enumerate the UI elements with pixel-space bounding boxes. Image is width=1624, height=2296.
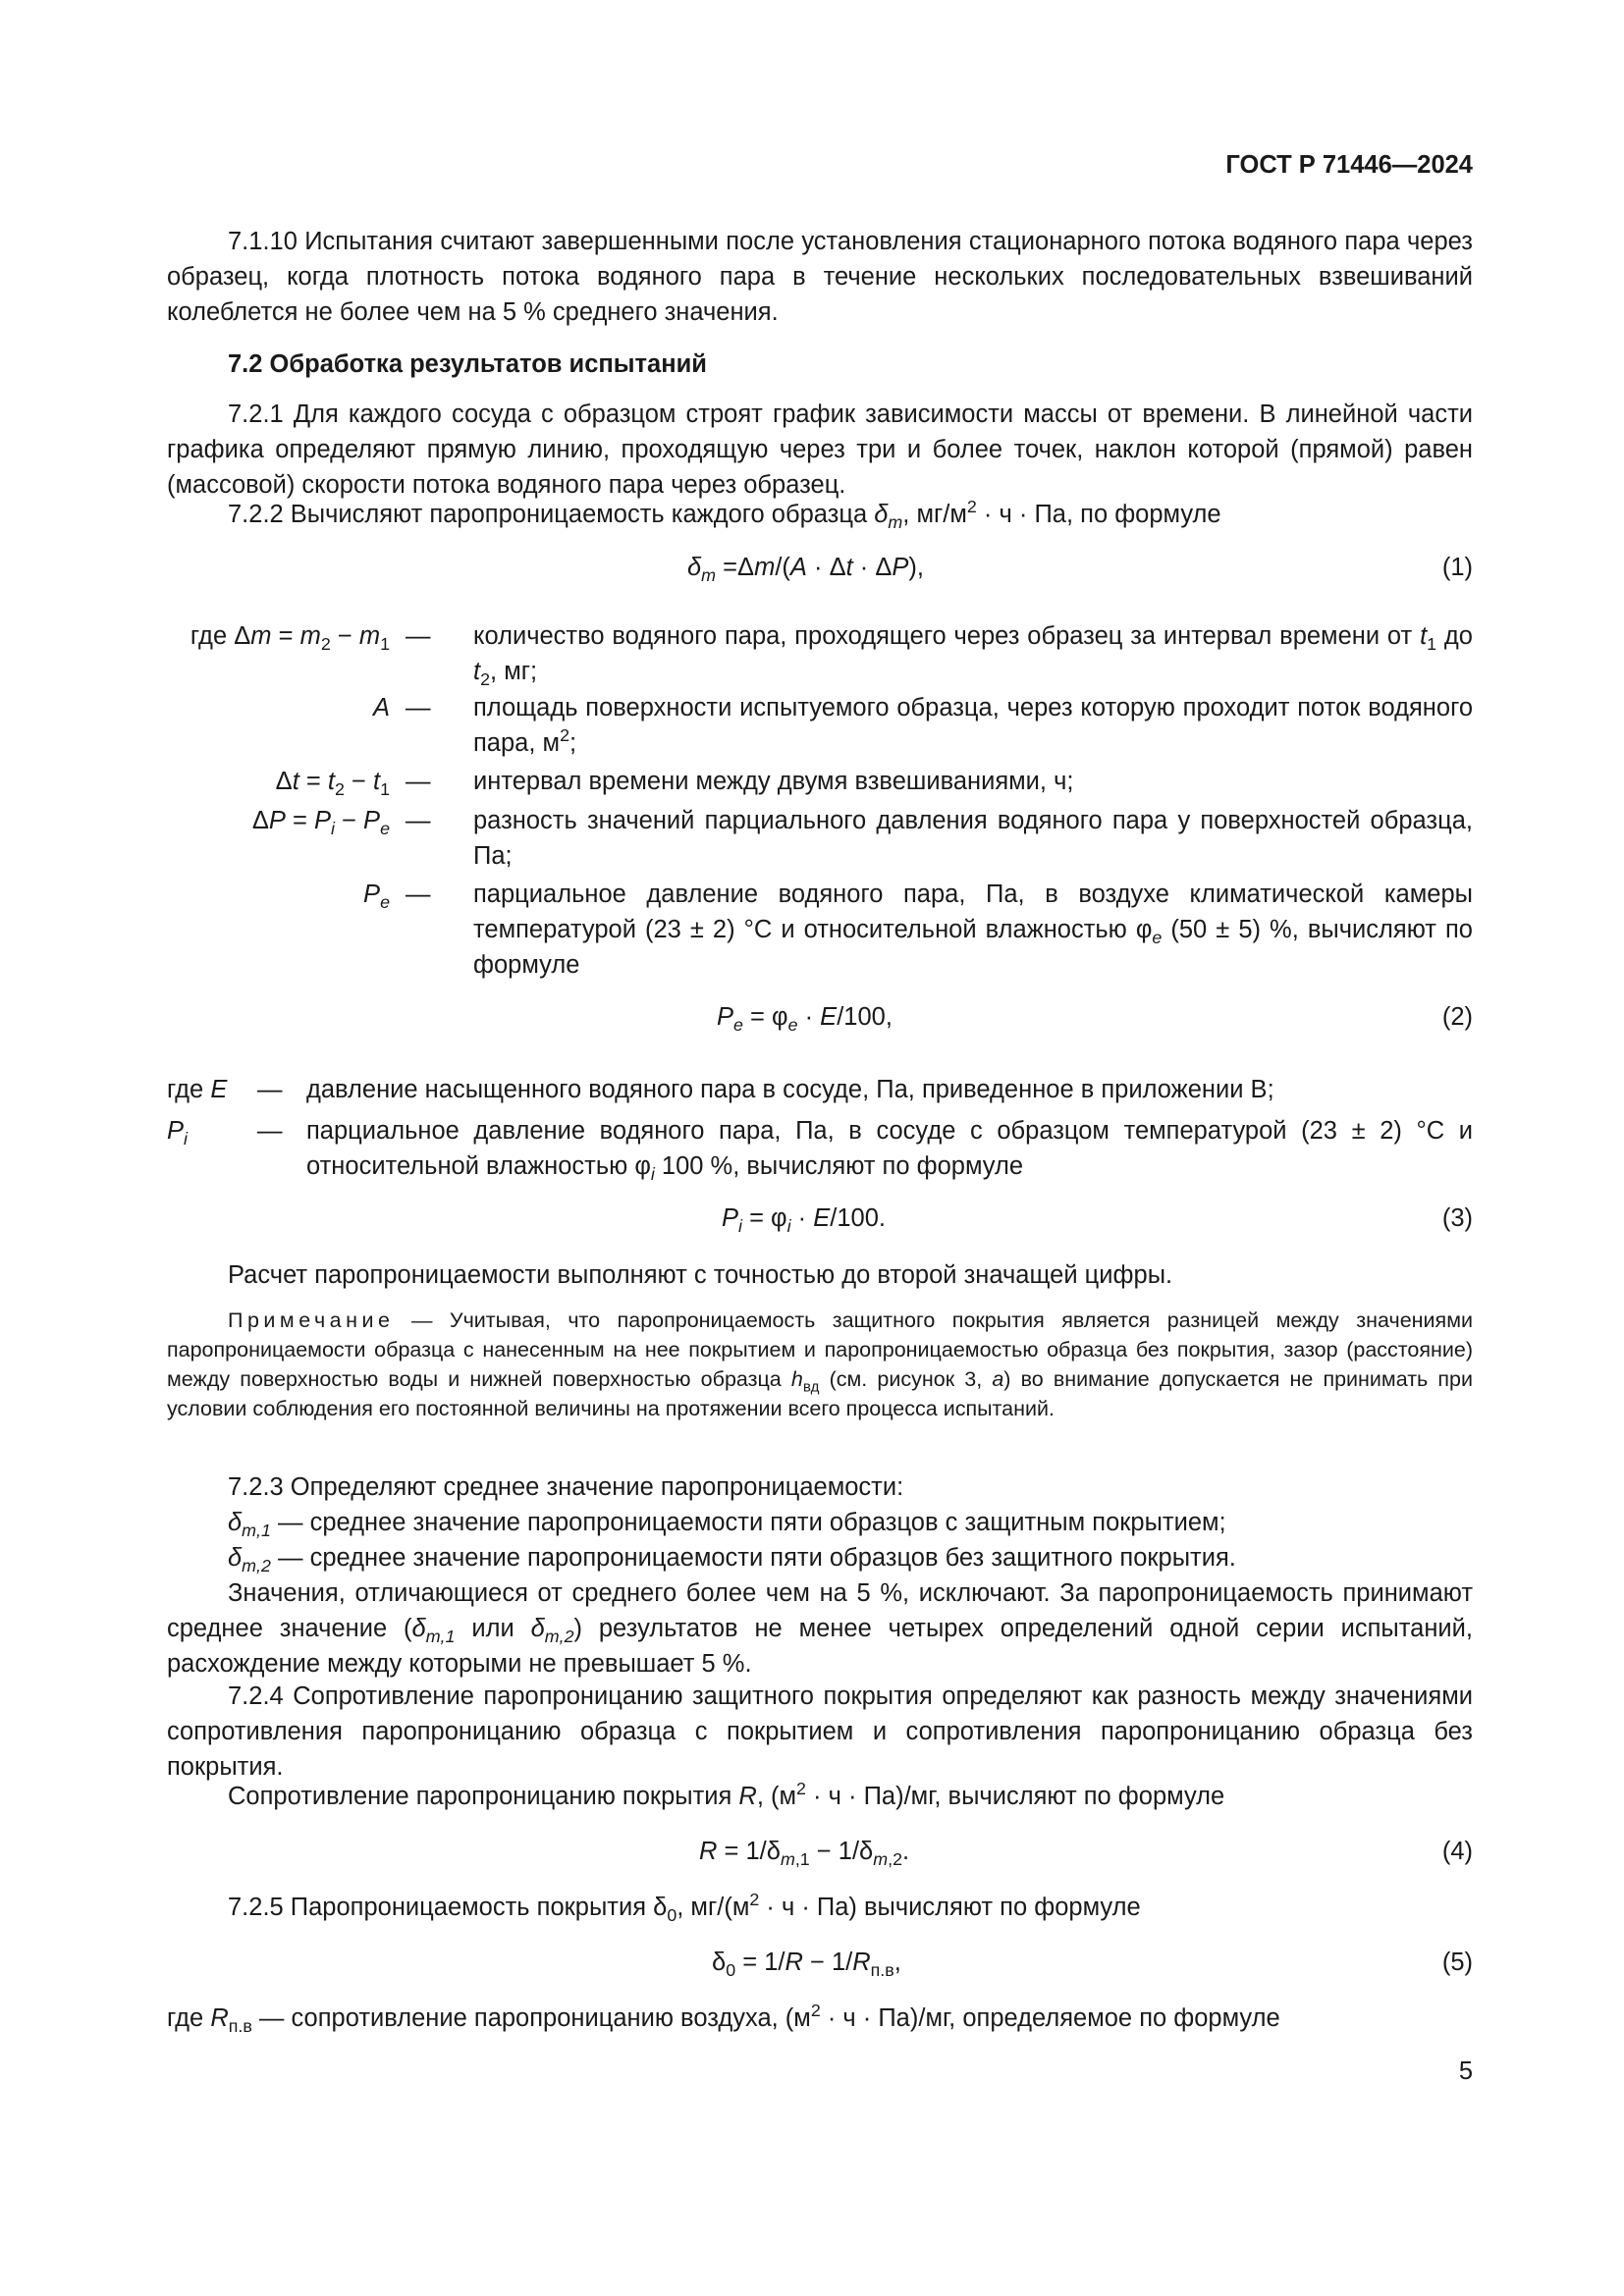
definition-symbol: $P_i$ [167, 1117, 188, 1149]
definition-text: интервал времени между двумя взвешиваниями, ч; [473, 768, 1074, 795]
definition-row-delta-t: $\Delta t = t_2 - t_1$ — интервал времени между двумя взвешиваниями, ч; [167, 764, 1473, 799]
formula-3 [167, 1201, 1473, 1236]
paragraph-accuracy: Расчет паропроницаемости выполняют с точностью до второй значащей цифры. [228, 1261, 1173, 1289]
formula-2 [167, 999, 1473, 1035]
paragraph-values: Значения, отличающиеся от среднего более чем на 5 %, исключают. За паропроницаемость принимают среднее значение ($\delta_{m,1}$ или $\delta_{m,2}$) результатов не менее четырех определений одной серии испытаний, расхождение между которыми не превышает 5 %. [167, 1579, 1473, 1678]
paragraph-7-2-5: 7.2.5 Паропроницаемость покрытия $\delta_0$, $мг/(м^2 \cdot ч \cdot Па)$ вычисляют по формуле [228, 1890, 1141, 1926]
section-title-7-2: 7.2 Обработка результатов испытаний [228, 350, 707, 378]
definition-symbol: A [372, 694, 390, 721]
document-header: ГОСТ Р 71446—2024 [1225, 151, 1473, 179]
definition-row-pe: $P_e$ — парциальное давление водяного пара, Па, в воздухе климатической камеры температурой (23 ± 2) °С и относительной влажностью $\varphi_e$ (50 ± 5) %, вычисляют по формуле [167, 877, 1473, 983]
note-label: Примечание [228, 1308, 395, 1332]
paragraph-7-2-3: 7.2.3 Определяют среднее значение паропроницаемости: [228, 1473, 904, 1501]
definition-row-delta-p: $\Delta P = P_i - P_e$ — разность значений парциального давления водяного пара у поверхностей образца, Па; [167, 803, 1473, 874]
page-number: 5 [1458, 2057, 1473, 2085]
delta-m2-definition: $\delta_{m,2}$ — среднее значение паропроницаемости пяти образцов без защитного покрытия. [228, 1544, 1236, 1576]
definition-row-e: где E — давление насыщенного водяного пара в сосуде, Па, приведенное в приложении В; [167, 1072, 1473, 1107]
delta-m1-definition: $\delta_{m,1}$ — среднее значение паропроницаемости пяти образцов с защитным покрытием; [228, 1509, 1226, 1541]
paragraph-air-resistance: где $R_{п.в}$ — сопротивление паропроницанию воздуха, $(м^2 \cdot ч \cdot Па)/мг$, определяемое по формуле [167, 2001, 1280, 2037]
definition-text: количество водяного пара, проходящего через образец за интервал времени от $t_1$ до $t_2$, мг; [473, 622, 1473, 690]
definition-text: давление насыщенного водяного пара в сосуде, Па, приведенное в приложении В; [306, 1076, 1274, 1103]
formula-3-expression: $P_i = \varphi_i \cdot E/100$. [722, 1204, 886, 1237]
paragraph-7-2-1: 7.2.1 Для каждого сосуда с образцом строят график зависимости массы от времени. В линейной части графика определяют прямую линию, проходящую через три и более точек, наклон которой (прямой) равен (массовой) скорости потока водяного пара через образец. [167, 400, 1473, 499]
definition-text: разность значений парциального давления водяного пара у поверхностей образца, Па; [473, 807, 1473, 870]
formula-1-number: (1) [1441, 554, 1473, 581]
paragraph-resistance: Сопротивление паропроницанию покрытия R, $(м^2 \cdot ч \cdot Па)/мг$, вычисляют по формуле [228, 1779, 1225, 1810]
definition-row-delta-m: где $\Delta m = m_2 - m_1$ — количество водяного пара, проходящего через образец за интервал времени от $t_1$ до $t_2$, мг; [167, 618, 1473, 689]
definition-symbol: где $\Delta m = m_2 - m_1$ [189, 622, 390, 655]
formula-2-number: (2) [1441, 1003, 1473, 1031]
paragraph-7-2-4: 7.2.4 Сопротивление паропроницанию защитного покрытия определяют как разность между значениями сопротивления паропроницанию образца с покрытием и сопротивления паропроницанию образца без покрытия. [167, 1682, 1473, 1781]
definition-row-pi: $P_i$ — парциальное давление водяного пара, Па, в сосуде с образцом температурой (23 ± 2) °С и относительной влажностью $\varphi_i$ 100 %, вычисляют по формуле [167, 1113, 1473, 1184]
formula-1-expression: $\delta_m =\Delta m/(A \cdot \Delta t \cdot \Delta P)$, [687, 554, 924, 586]
formula-2-expression: $P_e = \varphi_e \cdot E/100$, [717, 1003, 893, 1036]
definition-text: парциальное давление водяного пара, Па, в сосуде с образцом температурой (23 ± 2) °С и относительной влажностью $\varphi_i$ 100 %, вычисляют по формуле [306, 1117, 1473, 1185]
formula-5 [167, 1945, 1473, 1980]
paragraph-7-1-10: 7.1.10 Испытания считают завершенными после установления стационарного потока водяного пара через образец, когда плотность потока водяного пара в течение нескольких последовательных взвешиваний колеблется не более чем на 5 % среднего значения. [167, 228, 1473, 326]
formula-5-expression: $\delta_0 = 1/R - 1/R_{п.в}$, [712, 1949, 901, 1981]
definition-symbol: $P_e$ [363, 881, 390, 913]
definition-symbol: $\Delta t = t_2 - t_1$ [275, 768, 390, 800]
paragraph-7-2-2: 7.2.2 Вычисляют паропроницаемость каждого образца $\delta_m$, $мг/м^2 \cdot ч$ · Па, по формуле [228, 497, 1221, 533]
formula-3-number: (3) [1441, 1204, 1473, 1232]
formula-4-number: (4) [1441, 1838, 1473, 1865]
definition-text: площадь поверхности испытуемого образца, через которую проходит поток водяного пара, $м^2$; [473, 694, 1473, 757]
formula-5-number: (5) [1441, 1949, 1473, 1976]
definition-row-area: A — площадь поверхности испытуемого образца, через которую проходит поток водяного пара, $м^2$; [167, 690, 1473, 761]
definition-text: парциальное давление водяного пара, Па, в воздухе климатической камеры температурой (23 ± 2) °С и относительной влажностью $\varphi_e$ (50 ± 5) %, вычисляют по формуле [473, 881, 1473, 979]
note-block: Примечание — Учитывая, что паропроницаемость защитного покрытия является разницей между значениями паропроницаемости образца с нанесенным на нее покрытием и паропроницаемостью образца без покрытия, зазор (расстояние) между поверхностью воды и нижней поверхностью образца $h_{вд}$ (см. рисунок 3, а) во внимание допускается не принимать при условии соблюдения его постоянной величины на протяжении всего процесса испытаний. [167, 1308, 1473, 1420]
formula-4-expression: $R = 1/\delta_{m,1} - 1/\delta_{m,2}$. [699, 1838, 910, 1870]
definition-symbol: $\Delta P = P_i - P_e$ [251, 807, 390, 839]
formula-1 [167, 550, 1473, 585]
formula-4 [167, 1834, 1473, 1869]
definition-symbol: где E [167, 1076, 228, 1103]
